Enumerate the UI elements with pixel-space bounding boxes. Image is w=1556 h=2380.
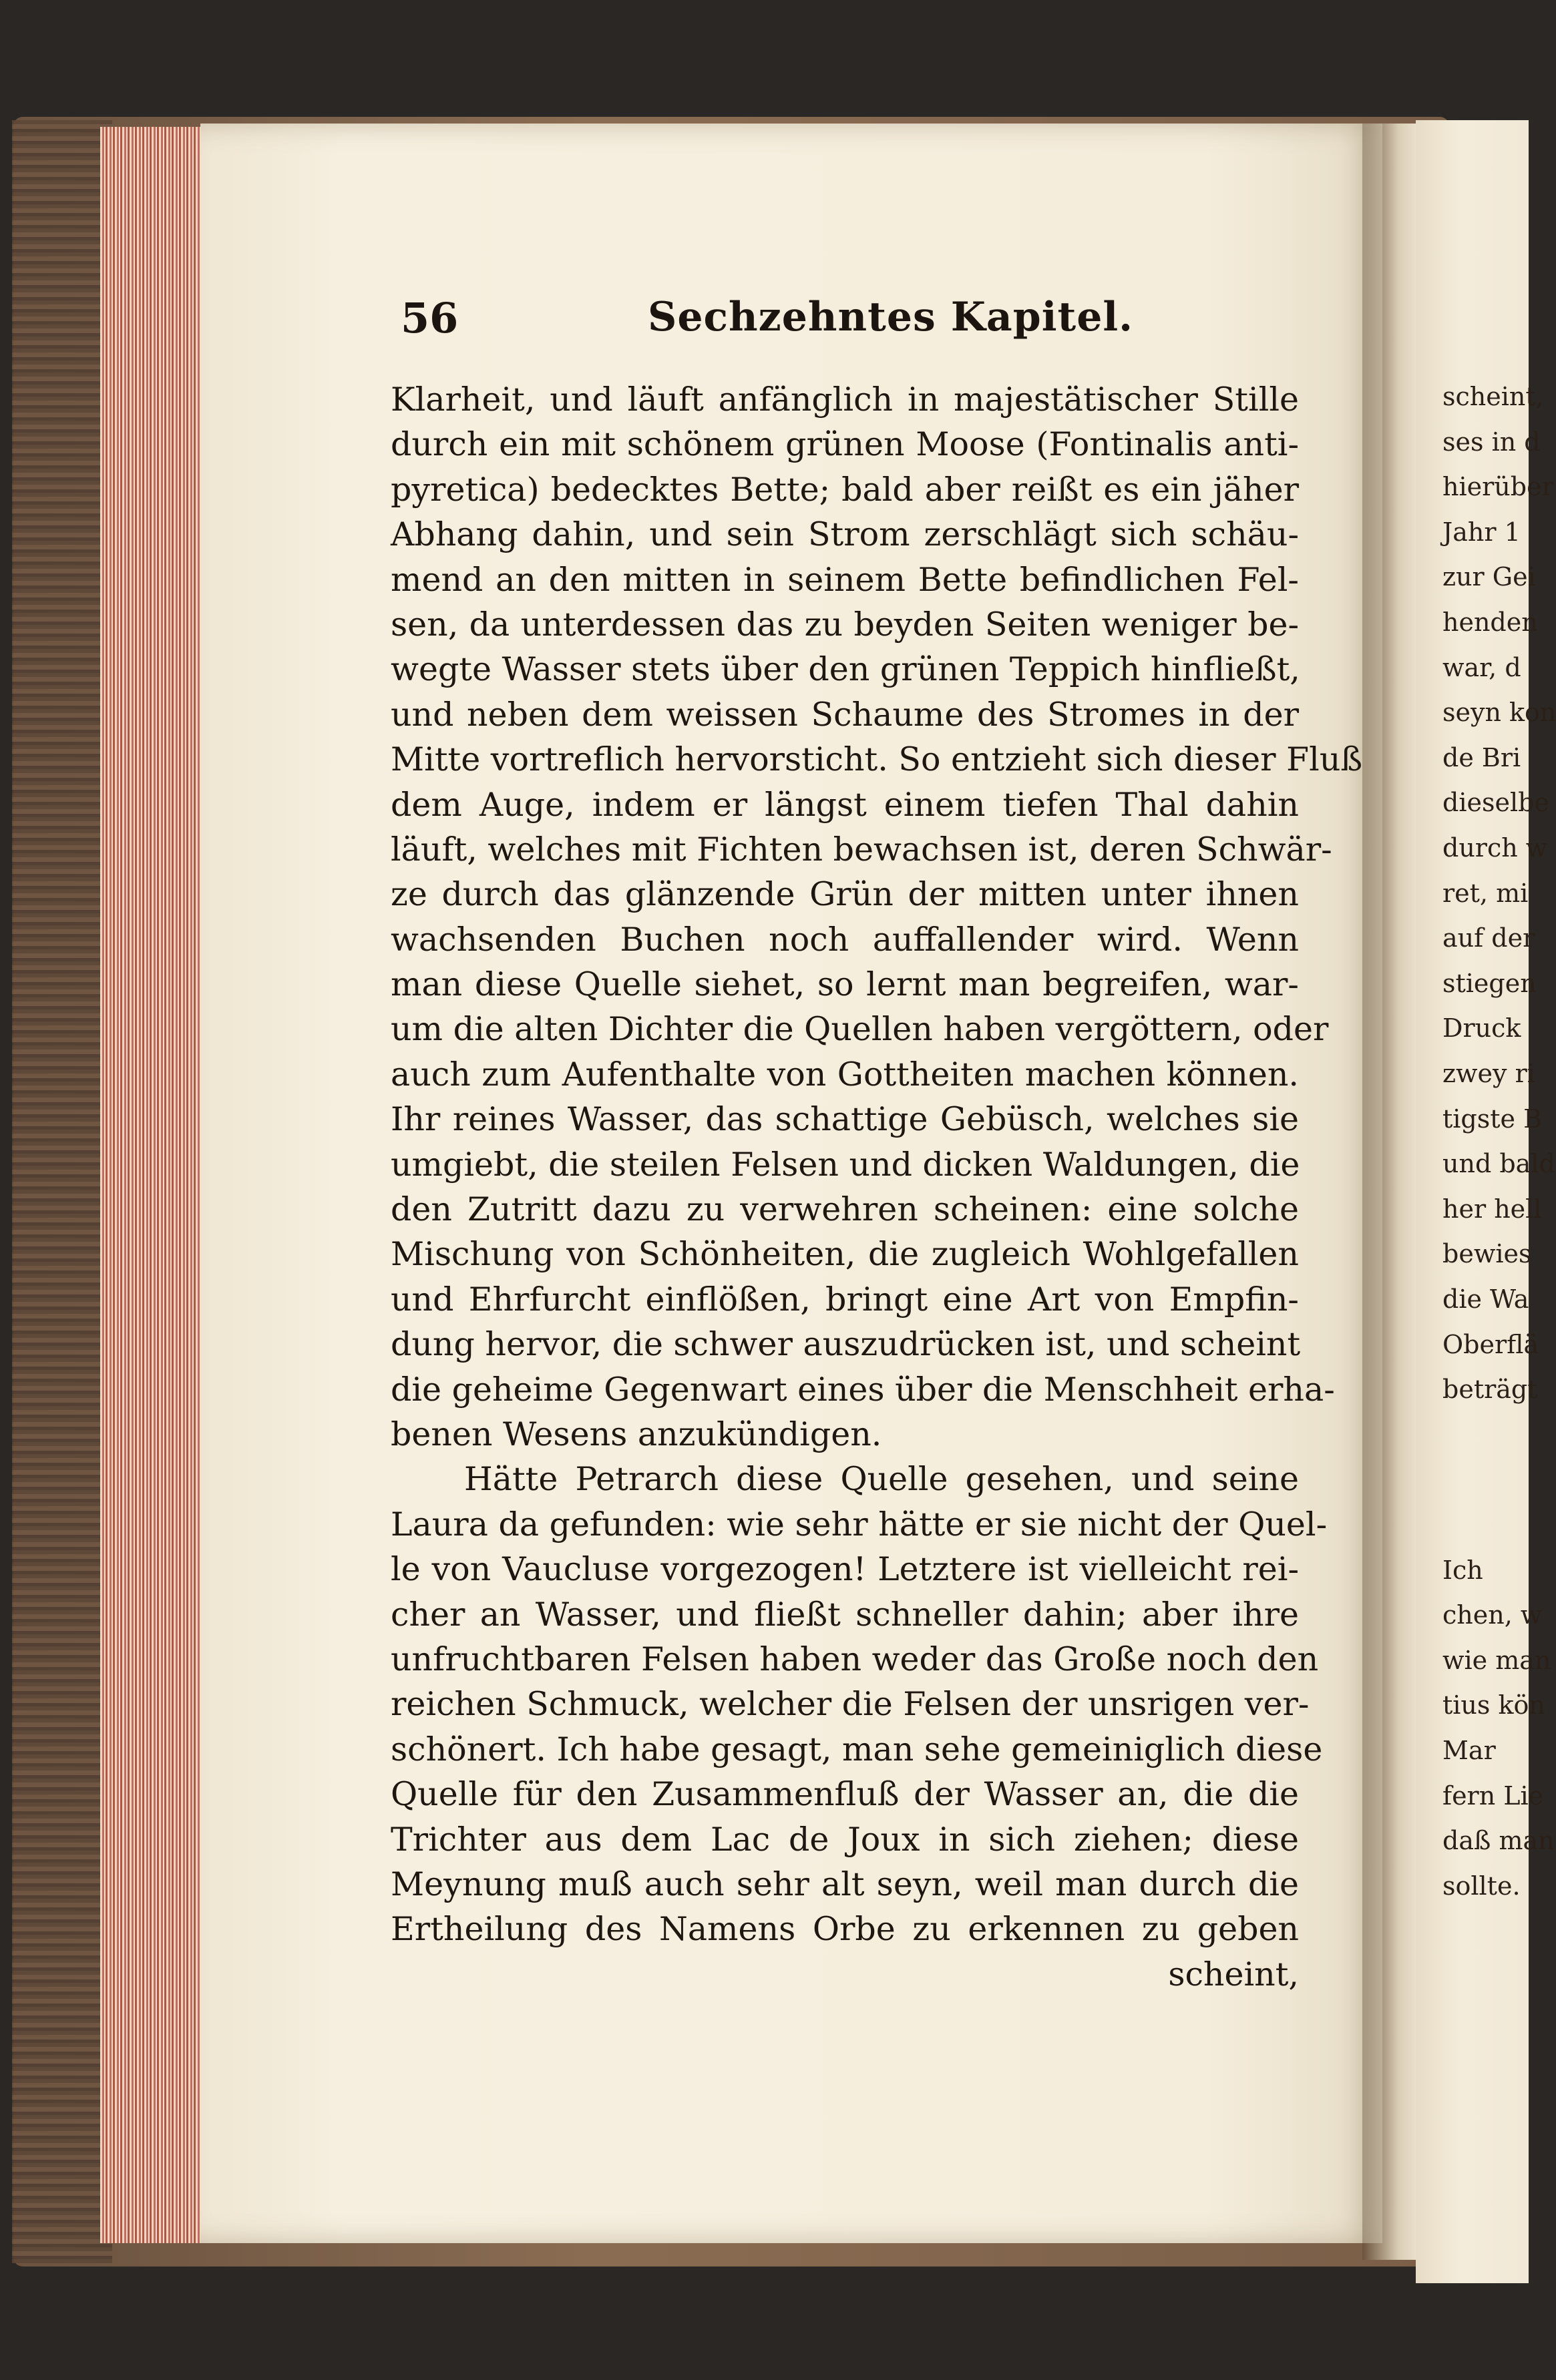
text-line: cher an Wasser, und fließt schneller dahin; aber ihre	[391, 1595, 1299, 1634]
text-line: läuft, welches mit Fichten bewachsen ist, deren Schwär-	[391, 830, 1332, 869]
facing-page-line: zur Gei	[1442, 562, 1536, 592]
facing-page-line: die Wa	[1442, 1284, 1529, 1314]
text-line: schönert. Ich habe gesagt, man sehe gemeiniglich diese	[391, 1730, 1323, 1768]
facing-page-line: Oberflä	[1442, 1329, 1539, 1359]
text-line: benen Wesens anzukündigen.	[391, 1415, 882, 1453]
body-text	[391, 377, 1363, 1997]
facing-page-line: war, d	[1442, 652, 1521, 682]
text-line: dem Auge, indem er längst einem tiefen Thal dahin	[391, 785, 1299, 824]
facing-page-line: sollte.	[1442, 1871, 1521, 1901]
text-line: Hätte Petrarch diese Quelle gesehen, und seine	[464, 1460, 1299, 1499]
facing-page-line: tius kön	[1442, 1690, 1545, 1720]
text-line: mend an den mitten in seinem Bette befindlichen Fel-	[391, 560, 1299, 599]
facing-page	[1416, 120, 1556, 2283]
text-line: wegte Wasser stets über den grünen Teppich hinfließt,	[391, 650, 1300, 689]
facing-page-line: scheint,	[1442, 382, 1544, 411]
facing-page-line: bewies	[1442, 1239, 1532, 1269]
book-binding-texture	[12, 120, 112, 2263]
text-line: ze durch das glänzende Grün der mitten unter ihnen	[391, 875, 1299, 914]
text-line: und Ehrfurcht einflößen, bringt eine Art von Empfin-	[391, 1280, 1299, 1319]
text-line: unfruchtbaren Felsen haben weder das Große noch den	[391, 1640, 1319, 1678]
facing-page-line: fern Lie	[1442, 1780, 1544, 1811]
text-line: scheint,	[1168, 1955, 1299, 1993]
text-line: Trichter aus dem Lac de Joux in sich ziehen; diese	[391, 1820, 1299, 1859]
text-line: Meynung muß auch sehr alt seyn, weil man durch die	[391, 1865, 1299, 1903]
text-line: die geheime Gegenwart eines über die Menschheit erha-	[391, 1370, 1335, 1409]
text-line: Ihr reines Wasser, das schattige Gebüsch, welches sie	[391, 1100, 1299, 1139]
facing-page-line: auf der	[1442, 923, 1535, 953]
text-line: durch ein mit schönem grünen Moose (Fontinalis anti-	[391, 425, 1299, 464]
facing-page-line: ret, mi	[1442, 878, 1529, 908]
text-line: le von Vaucluse vorgezogen! Letztere ist vielleicht rei-	[391, 1550, 1299, 1589]
facing-page-line: beträgt	[1442, 1375, 1538, 1405]
facing-page-line: seyn kon	[1442, 698, 1556, 728]
text-line: sen, da unterdessen das zu beyden Seiten weniger be-	[391, 605, 1299, 644]
text-line: den Zutritt dazu zu verwehren scheinen: eine solche	[391, 1190, 1299, 1229]
text-line: wachsenden Buchen noch auffallender wird. Wenn	[391, 920, 1299, 959]
text-line: Abhang dahin, und sein Strom zerschlägt sich schäu-	[391, 515, 1299, 554]
facing-page-line: de Bri	[1442, 742, 1521, 772]
text-line: man diese Quelle siehet, so lernt man begreifen, war-	[391, 965, 1299, 1004]
text-line: Laura da gefunden: wie sehr hätte er sie nicht der Quel-	[391, 1505, 1328, 1543]
text-line: Mitte vortreflich hervorsticht. So entzieht sich dieser Fluß	[391, 740, 1363, 779]
facing-page-line: tigste B	[1442, 1104, 1543, 1134]
facing-page-line: daß man	[1442, 1826, 1555, 1856]
facing-page-line: Ich	[1442, 1555, 1483, 1585]
facing-page-line: Jahr 1	[1442, 517, 1521, 547]
running-head: Sechzehntes Kapitel.	[648, 294, 1134, 340]
facing-page-line: zwey ri	[1442, 1059, 1535, 1088]
text-line: pyretica) bedecktes Bette; bald aber reißt es ein jäher	[391, 470, 1299, 509]
page-edges	[100, 127, 200, 2243]
facing-page-line: chen, w	[1442, 1600, 1543, 1630]
page-gutter	[1362, 124, 1422, 2260]
text-line: auch zum Aufenthalte von Gottheiten machen können.	[391, 1055, 1299, 1094]
facing-page-line: Druck	[1442, 1013, 1521, 1043]
facing-page-line: Mar	[1442, 1736, 1496, 1765]
text-line: Ertheilung des Namens Orbe zu erkennen zu geben	[391, 1910, 1299, 1949]
facing-page-line: dieselbe	[1442, 788, 1549, 818]
text-line: Mischung von Schönheiten, die zugleich Wohlgefallen	[391, 1235, 1299, 1274]
text-line: und neben dem weissen Schaume des Stromes in der	[391, 695, 1299, 734]
facing-page-line: stiegen	[1442, 968, 1537, 998]
text-line: um die alten Dichter die Quellen haben vergöttern, oder	[391, 1010, 1329, 1049]
facing-page-line: durch w	[1442, 833, 1548, 863]
facing-page-line: ses in d	[1442, 427, 1541, 457]
facing-page-line: hierüber	[1442, 472, 1554, 502]
text-line: Quelle für den Zusammenfluß der Wasser an, die die	[391, 1775, 1299, 1814]
page-number: 56	[401, 294, 459, 342]
facing-page-line: wie man	[1442, 1645, 1551, 1675]
text-line: umgiebt, die steilen Felsen und dicken Waldungen, die	[391, 1145, 1300, 1184]
text-line: dung hervor, die schwer auszudrücken ist, und scheint	[391, 1325, 1301, 1364]
facing-page-line: und bald	[1442, 1149, 1555, 1179]
page-header	[401, 294, 1282, 347]
text-line: Klarheit, und läuft anfänglich in majestätischer Stille	[391, 381, 1299, 419]
facing-page-line: henden	[1442, 608, 1538, 637]
text-line: reichen Schmuck, welcher die Felsen der unsrigen ver-	[391, 1685, 1310, 1724]
facing-page-line: her hell	[1442, 1194, 1542, 1224]
